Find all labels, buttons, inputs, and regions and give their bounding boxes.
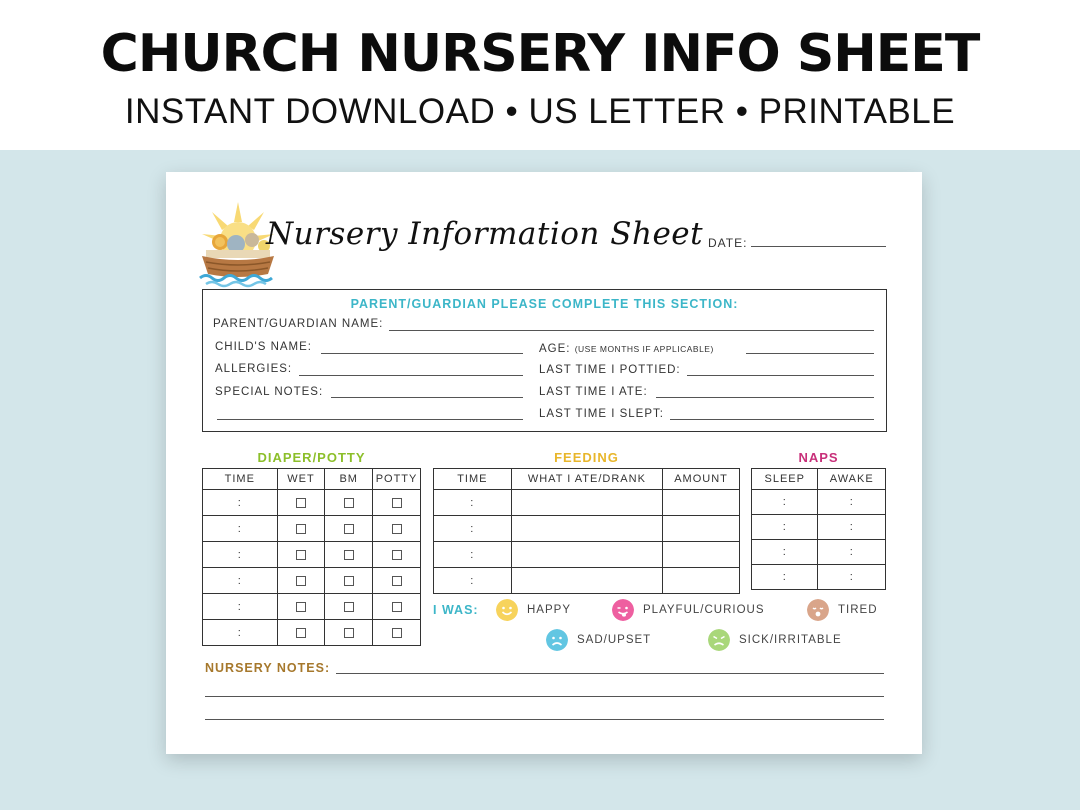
table-row bbox=[203, 620, 421, 646]
food-cell[interactable] bbox=[511, 568, 662, 594]
food-cell[interactable] bbox=[511, 516, 662, 542]
time-separator: : bbox=[237, 574, 242, 587]
banner bbox=[0, 0, 1080, 150]
child-name-label: CHILD'S NAME: bbox=[215, 341, 312, 353]
parent-section bbox=[202, 289, 887, 432]
special-notes-field[interactable] bbox=[331, 397, 523, 398]
mood-playful-label: PLAYFUL/CURIOUS bbox=[643, 604, 765, 616]
time-cell[interactable] bbox=[203, 490, 278, 516]
column-header: WHAT I ATE/DRANK bbox=[511, 469, 662, 490]
time-separator: : bbox=[237, 522, 242, 535]
feeding-rows bbox=[434, 490, 740, 594]
bm-checkbox[interactable] bbox=[344, 628, 354, 638]
food-cell[interactable] bbox=[511, 490, 662, 516]
column-header: BM bbox=[325, 469, 373, 490]
wet-checkbox[interactable] bbox=[296, 524, 306, 534]
time-separator: : bbox=[782, 521, 787, 533]
awake-cell[interactable] bbox=[818, 540, 886, 565]
wet-checkbox[interactable] bbox=[296, 628, 306, 638]
table-row bbox=[203, 568, 421, 594]
wet-cell[interactable] bbox=[277, 490, 325, 516]
wet-cell[interactable] bbox=[277, 568, 325, 594]
column-header: TIME bbox=[434, 469, 512, 490]
bm-checkbox[interactable] bbox=[344, 576, 354, 586]
bm-cell[interactable] bbox=[325, 620, 373, 646]
table-row bbox=[434, 516, 740, 542]
time-separator: : bbox=[849, 521, 854, 533]
last-slept-label: LAST TIME I SLEPT: bbox=[539, 408, 664, 420]
potty-cell[interactable] bbox=[373, 516, 421, 542]
potty-checkbox[interactable] bbox=[392, 576, 402, 586]
potty-cell[interactable] bbox=[373, 568, 421, 594]
time-cell[interactable] bbox=[203, 542, 278, 568]
age-note: (USE MONTHS IF APPLICABLE) bbox=[574, 344, 714, 354]
wet-cell[interactable] bbox=[277, 542, 325, 568]
wet-cell[interactable] bbox=[277, 516, 325, 542]
awake-cell[interactable] bbox=[818, 490, 886, 515]
child-name-field[interactable] bbox=[321, 353, 523, 354]
table-row bbox=[752, 515, 886, 540]
time-separator: : bbox=[237, 548, 242, 561]
table-row bbox=[203, 490, 421, 516]
time-separator: : bbox=[470, 548, 475, 561]
info-sheet bbox=[166, 172, 922, 754]
potty-checkbox[interactable] bbox=[392, 550, 402, 560]
awake-cell[interactable] bbox=[818, 515, 886, 540]
special-notes-field-2[interactable] bbox=[217, 419, 523, 420]
bm-cell[interactable] bbox=[325, 516, 373, 542]
time-separator: : bbox=[470, 574, 475, 587]
sleep-cell[interactable] bbox=[752, 515, 818, 540]
nursery-notes-field-3[interactable] bbox=[205, 719, 884, 720]
time-separator: : bbox=[237, 626, 242, 639]
banner-title: CHURCH NURSERY INFO SHEET bbox=[100, 24, 980, 84]
table-row bbox=[434, 542, 740, 568]
diaper-rows bbox=[203, 490, 421, 646]
mood-happy[interactable] bbox=[496, 599, 571, 621]
sad-face-icon bbox=[546, 629, 568, 651]
nursery-notes-label: NURSERY NOTES: bbox=[205, 661, 331, 675]
bm-cell[interactable] bbox=[325, 594, 373, 620]
banner-subtitle: INSTANT DOWNLOAD • US LETTER • PRINTABLE bbox=[124, 92, 956, 131]
potty-cell[interactable] bbox=[373, 620, 421, 646]
mood-playful[interactable] bbox=[612, 599, 765, 621]
feeding-heading: FEEDING bbox=[554, 450, 619, 465]
bm-checkbox[interactable] bbox=[344, 602, 354, 612]
mood-tired-label: TIRED bbox=[838, 604, 878, 616]
time-separator: : bbox=[849, 546, 854, 558]
time-cell[interactable] bbox=[203, 620, 278, 646]
time-cell[interactable] bbox=[203, 594, 278, 620]
potty-checkbox[interactable] bbox=[392, 602, 402, 612]
date-field[interactable] bbox=[751, 246, 886, 247]
column-header: WET bbox=[277, 469, 325, 490]
amount-cell[interactable] bbox=[663, 490, 740, 516]
sick-face-icon bbox=[708, 629, 730, 651]
allergies-field[interactable] bbox=[299, 375, 523, 376]
wet-cell[interactable] bbox=[277, 594, 325, 620]
last-ate-label: LAST TIME I ATE: bbox=[539, 386, 648, 398]
table-row bbox=[434, 568, 740, 594]
happy-face-icon bbox=[496, 599, 518, 621]
wet-checkbox[interactable] bbox=[296, 550, 306, 560]
mood-sad[interactable] bbox=[546, 629, 651, 651]
column-header: AWAKE bbox=[818, 469, 886, 490]
time-cell[interactable] bbox=[203, 516, 278, 542]
column-header: AMOUNT bbox=[663, 469, 740, 490]
mood-sick-label: SICK/IRRITABLE bbox=[739, 634, 842, 646]
table-row bbox=[752, 490, 886, 515]
age-label bbox=[539, 343, 714, 355]
mood-sick[interactable] bbox=[708, 629, 842, 651]
table-row bbox=[434, 490, 740, 516]
time-separator: : bbox=[470, 496, 475, 509]
column-header: TIME bbox=[203, 469, 278, 490]
mood-label: I WAS: bbox=[433, 603, 479, 617]
allergies-label: ALLERGIES: bbox=[215, 363, 293, 375]
parent-name-label: PARENT/GUARDIAN NAME: bbox=[213, 318, 384, 330]
potty-checkbox[interactable] bbox=[392, 524, 402, 534]
potty-checkbox[interactable] bbox=[392, 498, 402, 508]
table-header-row bbox=[752, 469, 886, 490]
time-separator: : bbox=[237, 496, 242, 509]
wet-checkbox[interactable] bbox=[296, 602, 306, 612]
potty-cell[interactable] bbox=[373, 490, 421, 516]
sleep-cell[interactable] bbox=[752, 490, 818, 515]
wet-cell[interactable] bbox=[277, 620, 325, 646]
time-separator: : bbox=[782, 546, 787, 558]
time-cell[interactable] bbox=[434, 568, 512, 594]
diaper-table bbox=[202, 468, 421, 646]
column-header: SLEEP bbox=[752, 469, 818, 490]
awake-cell[interactable] bbox=[818, 565, 886, 590]
table-row bbox=[203, 594, 421, 620]
mood-tired[interactable] bbox=[807, 599, 878, 621]
time-cell[interactable] bbox=[203, 568, 278, 594]
sheet-title: Nursery Information Sheet bbox=[266, 216, 704, 252]
potty-cell[interactable] bbox=[373, 542, 421, 568]
sleep-cell[interactable] bbox=[752, 540, 818, 565]
amount-cell[interactable] bbox=[663, 568, 740, 594]
feeding-table bbox=[433, 468, 740, 594]
column-header: POTTY bbox=[373, 469, 421, 490]
bm-checkbox[interactable] bbox=[344, 498, 354, 508]
naps-table bbox=[751, 468, 886, 590]
playful-face-icon bbox=[612, 599, 634, 621]
bm-cell[interactable] bbox=[325, 568, 373, 594]
parent-section-heading: PARENT/GUARDIAN PLEASE COMPLETE THIS SECTION: bbox=[350, 297, 739, 311]
mood-sad-label: SAD/UPSET bbox=[577, 634, 652, 646]
time-separator: : bbox=[849, 496, 854, 508]
time-separator: : bbox=[782, 496, 787, 508]
bm-cell[interactable] bbox=[325, 490, 373, 516]
last-pottied-field[interactable] bbox=[687, 375, 874, 376]
naps-heading: NAPS bbox=[798, 450, 839, 465]
table-header-row bbox=[203, 469, 421, 490]
naps-rows bbox=[752, 490, 886, 590]
mood-happy-label: HAPPY bbox=[527, 604, 571, 616]
time-cell[interactable] bbox=[434, 516, 512, 542]
diaper-heading: DIAPER/POTTY bbox=[257, 450, 366, 465]
tired-face-icon bbox=[807, 599, 829, 621]
time-separator: : bbox=[237, 600, 242, 613]
wet-checkbox[interactable] bbox=[296, 576, 306, 586]
table-row bbox=[203, 542, 421, 568]
nursery-notes-field-2[interactable] bbox=[205, 696, 884, 697]
nursery-notes-field[interactable] bbox=[336, 673, 884, 674]
time-separator: : bbox=[782, 571, 787, 583]
potty-checkbox[interactable] bbox=[392, 628, 402, 638]
sleep-cell[interactable] bbox=[752, 565, 818, 590]
table-row bbox=[752, 565, 886, 590]
time-cell[interactable] bbox=[434, 542, 512, 568]
age-field[interactable] bbox=[746, 353, 874, 354]
table-row bbox=[203, 516, 421, 542]
food-cell[interactable] bbox=[511, 542, 662, 568]
time-cell[interactable] bbox=[434, 490, 512, 516]
time-separator: : bbox=[470, 522, 475, 535]
time-separator: : bbox=[849, 571, 854, 583]
bm-checkbox[interactable] bbox=[344, 524, 354, 534]
bm-cell[interactable] bbox=[325, 542, 373, 568]
wet-checkbox[interactable] bbox=[296, 498, 306, 508]
amount-cell[interactable] bbox=[663, 542, 740, 568]
last-slept-field[interactable] bbox=[670, 419, 874, 420]
last-ate-field[interactable] bbox=[656, 397, 874, 398]
age-label-text: AGE: bbox=[539, 343, 571, 355]
date-label: DATE: bbox=[708, 236, 748, 250]
parent-name-field[interactable] bbox=[389, 330, 874, 331]
amount-cell[interactable] bbox=[663, 516, 740, 542]
bm-checkbox[interactable] bbox=[344, 550, 354, 560]
table-header-row bbox=[434, 469, 740, 490]
last-pottied-label: LAST TIME I POTTIED: bbox=[539, 364, 681, 376]
potty-cell[interactable] bbox=[373, 594, 421, 620]
special-notes-label: SPECIAL NOTES: bbox=[215, 386, 324, 398]
table-row bbox=[752, 540, 886, 565]
